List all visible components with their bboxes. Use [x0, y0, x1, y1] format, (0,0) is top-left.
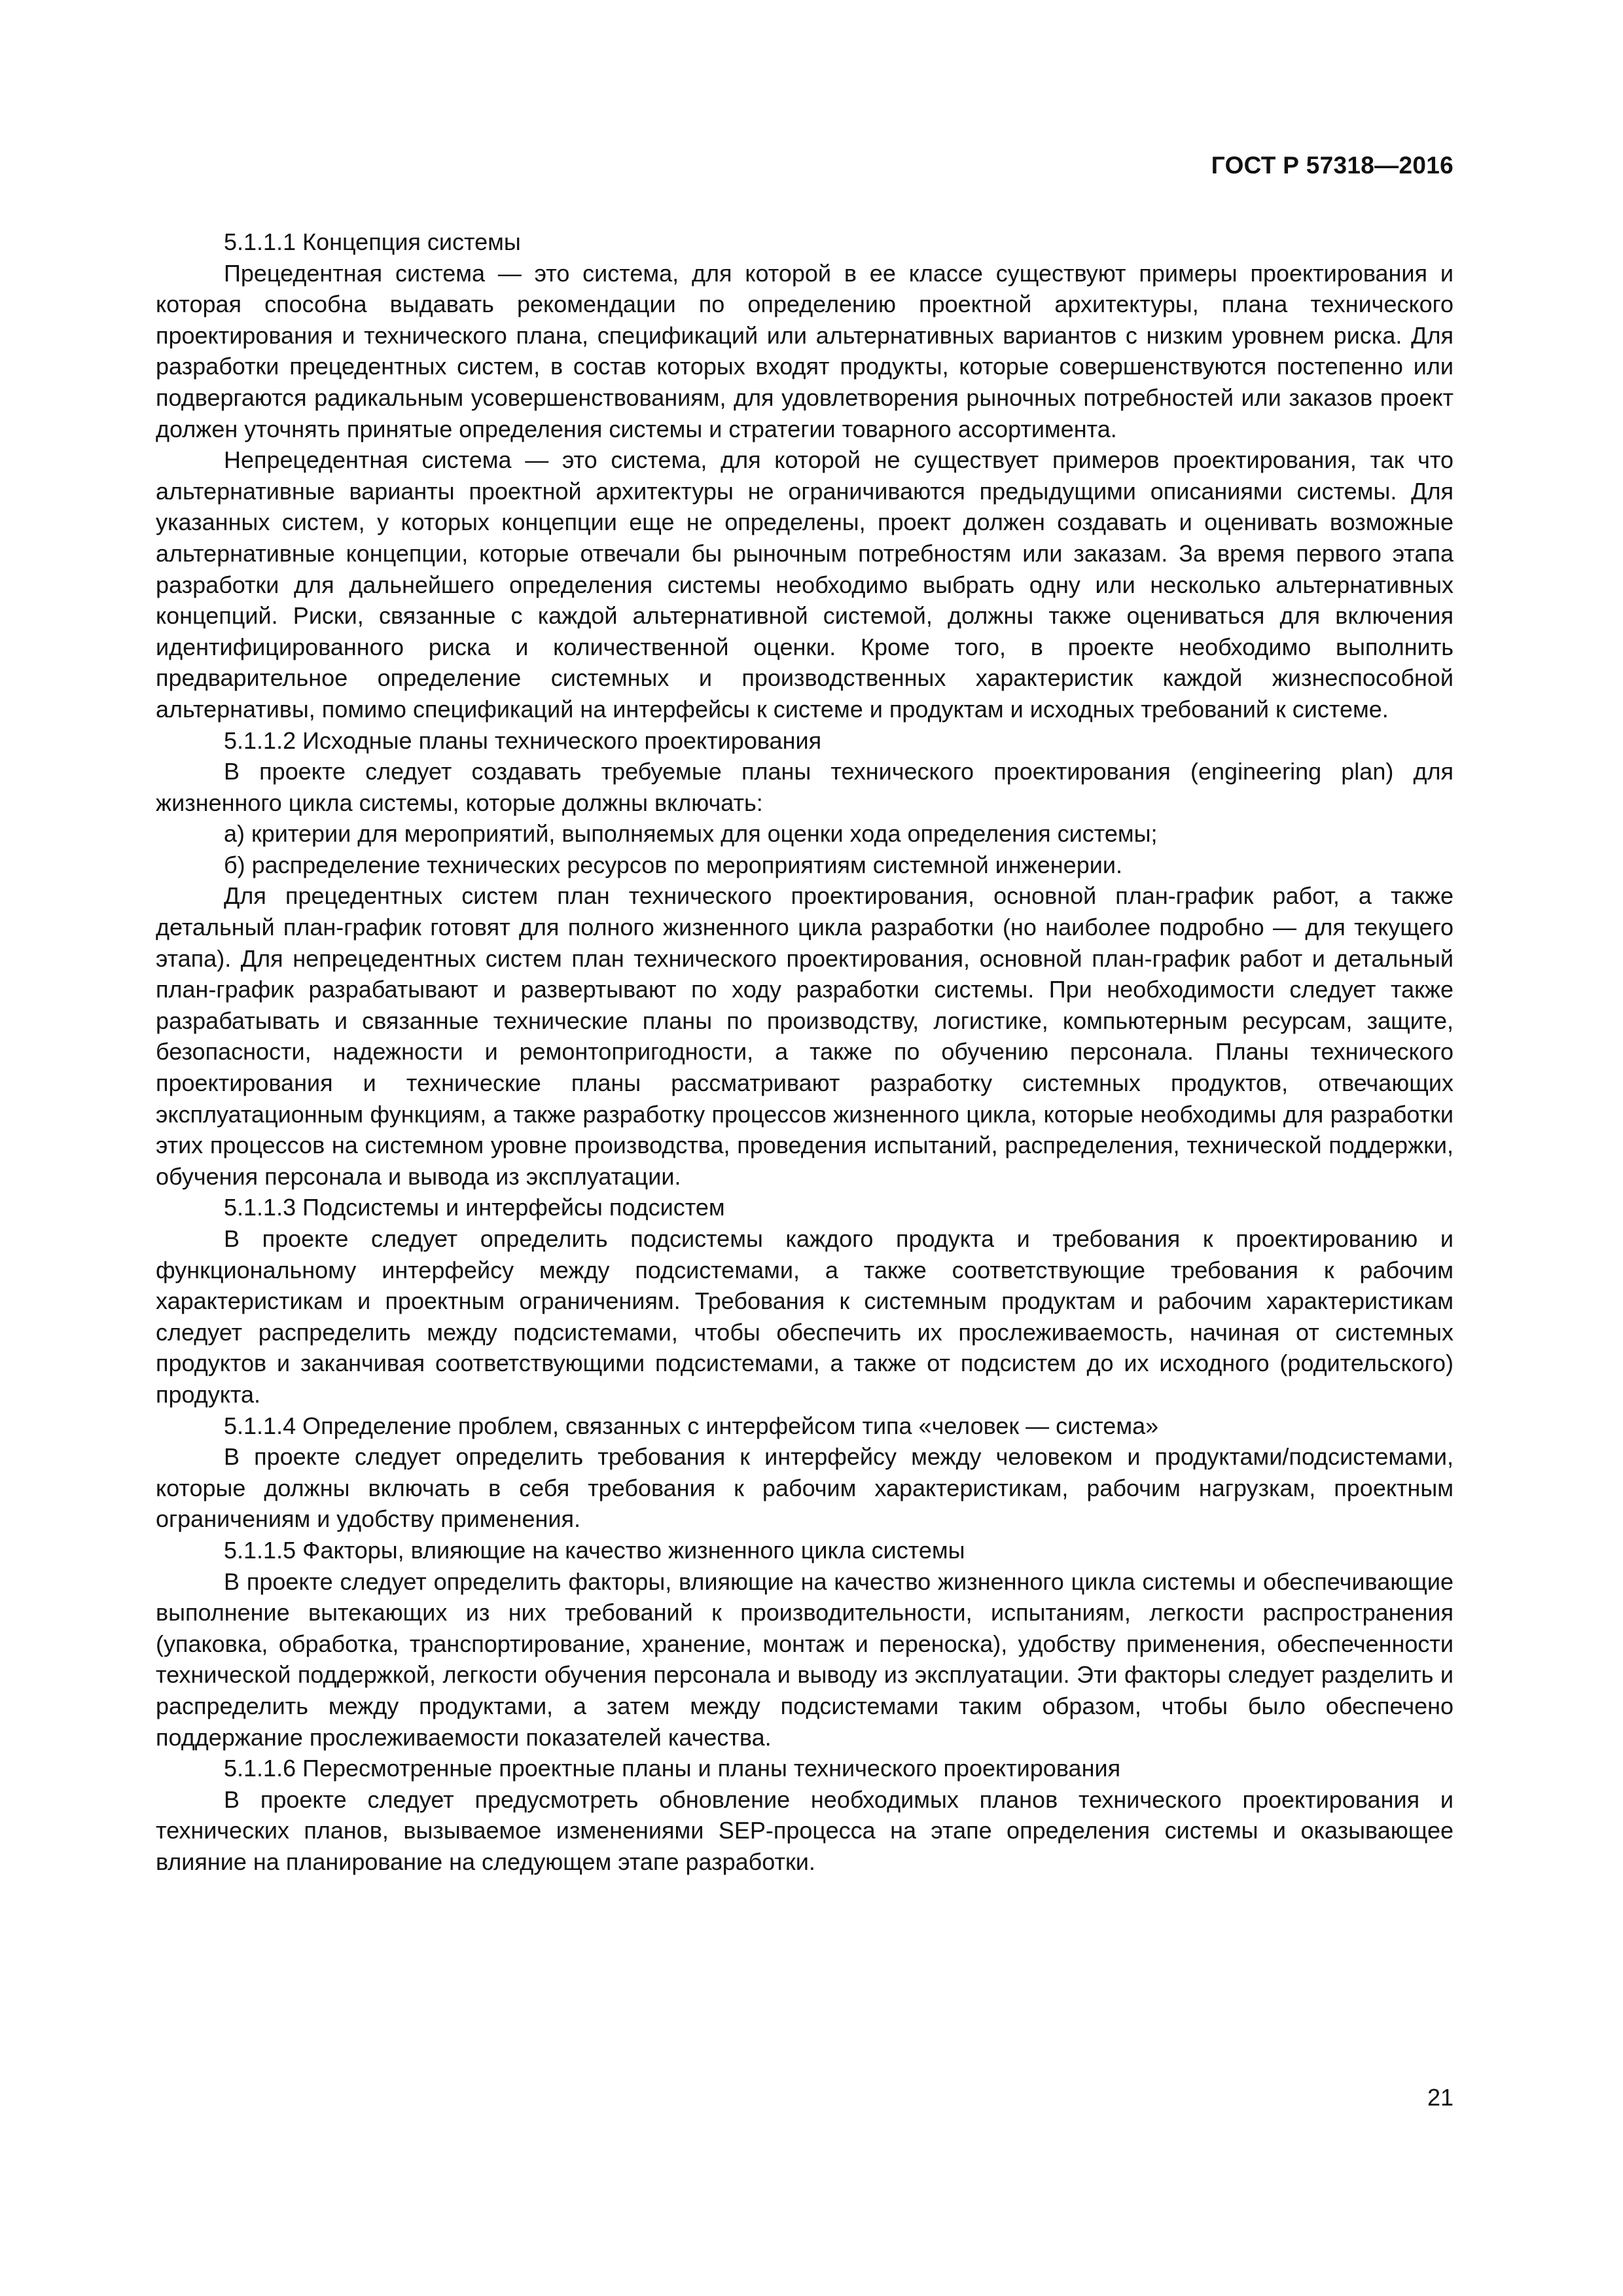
- list-item-a: а) критерии для мероприятий, выполняемых для оценки хода определения системы;: [224, 820, 1158, 848]
- section-heading-5-1-1-1: 5.1.1.1 Концепция системы: [224, 228, 521, 255]
- list-item-b: б) распределение технических ресурсов по мероприятиям системной инженерии.: [224, 851, 1122, 878]
- document-body: [156, 226, 1454, 1877]
- paragraph: В проекте следует определить требования к интерфейсу между человеком и продуктами/подсистемами, которые должны включать в себя требования к рабочим характеристикам, рабочим нагрузкам, проектным ограничениям и удобству применения.: [156, 1443, 1454, 1533]
- section-heading-5-1-1-5: 5.1.1.5 Факторы, влияющие на качество жизненного цикла системы: [224, 1536, 965, 1564]
- section-heading-5-1-1-3: 5.1.1.3 Подсистемы и интерфейсы подсистем: [224, 1194, 725, 1221]
- paragraph: В проекте следует определить факторы, влияющие на качество жизненного цикла системы и обеспечивающие выполнение вытекающих из них требований к производительности, испытаниям, легкости распространения (упаковка, обработка, транспортирование, хранение, монтаж и переноска), удобству применения, обеспеченности технической поддержкой, легкости обучения персонала и выводу из эксплуатации. Эти факторы следует разделить и распределить между продуктами, а затем между подсистемами таким образом, чтобы было обеспечено поддержание прослеживаемости показателей качества.: [156, 1568, 1454, 1751]
- section-heading-5-1-1-4: 5.1.1.4 Определение проблем, связанных с интерфейсом типа «человек — система»: [224, 1412, 1159, 1439]
- paragraph: В проекте следует создавать требуемые планы технического проектирования (engineering plan) для жизненного цикла системы, которые должны включать:: [156, 758, 1454, 816]
- paragraph: В проекте следует предусмотреть обновление необходимых планов технического проектирования и технических планов, вызываемое изменениями SEP-процесса на этапе определения системы и оказывающее влияние на планирование на следующем этапе разработки.: [156, 1785, 1454, 1875]
- paragraph: Непрецедентная система — это система, для которой не существует примеров проектирования, так что альтернативные варианты проектной архитектуры не ограничиваются предыдущими описаниями системы. Для указанных систем, у которых концепции еще не определены, проект должен создавать и оценивать возможные альтернативные концепции, которые отвечали бы рыночным потребностям или заказам. За время первого этапа разработки для дальнейшего определения системы необходимо выбрать одну или несколько альтернативных концепций. Риски, связанные с каждой альтернативной системой, должны также оцениваться для включения идентифицированного риска и количественной оценки. Кроме того, в проекте необходимо выполнить предварительное определение системных и производственных характеристик каждой жизнеспособной альтернативы, помимо спецификаций на интерфейсы к системе и продуктам и исходных требований к системе.: [156, 446, 1454, 723]
- document-standard-header: ГОСТ Р 57318—2016: [1211, 152, 1454, 179]
- paragraph: В проекте следует определить подсистемы каждого продукта и требования к проектированию и функциональному интерфейсу между подсистемами, а также соответствующие требования к рабочим характеристикам и проектным ограничениям. Требования к системным продуктам и рабочим характеристикам следует распределить между подсистемами, чтобы обеспечить их прослеживаемость, начиная от системных продуктов и заканчивая соответствующими подсистемами, а также от подсистем до их исходного (родительского) продукта.: [156, 1225, 1454, 1408]
- section-heading-5-1-1-2: 5.1.1.2 Исходные планы технического проектирования: [224, 726, 822, 754]
- paragraph: Прецедентная система — это система, для которой в ее классе существуют примеры проектирования и которая способна выдавать рекомендации по определению проектной архитектуры, плана технического проектирования и технического плана, спецификаций или альтернативных вариантов с низким уровнем риска. Для разработки прецедентных систем, в состав которых входят продукты, которые совершенствуются постепенно или подвергаются радикальным усовершенствованиям, для удовлетворения рыночных потребностей или заказов проект должен уточнять принятые определения системы и стратегии товарного ассортимента.: [156, 259, 1454, 442]
- paragraph: Для прецедентных систем план технического проектирования, основной план-график работ, а также детальный план-график готовят для полного жизненного цикла разработки (но наиболее подробно — для текущего этапа). Для непрецедентных систем план технического проектирования, основной план-график работ и детальный план-график разрабатывают и развертывают по ходу разработки системы. При необходимости следует также разрабатывать и связанные технические планы по производству, логистике, компьютерным ресурсам, защите, безопасности, надежности и ремонтопригодности, а также по обучению персонала. Планы технического проектирования и технические планы рассматривают разработку системных продуктов, отвечающих эксплуатационным функциям, а также разработку процессов жизненного цикла, которые необходимы для разработки этих процессов на системном уровне производства, проведения испытаний, распределения, технической поддержки, обучения персонала и вывода из эксплуатации.: [156, 882, 1454, 1190]
- section-heading-5-1-1-6: 5.1.1.6 Пересмотренные проектные планы и планы технического проектирования: [224, 1755, 1121, 1782]
- page-number: 21: [1427, 2084, 1454, 2111]
